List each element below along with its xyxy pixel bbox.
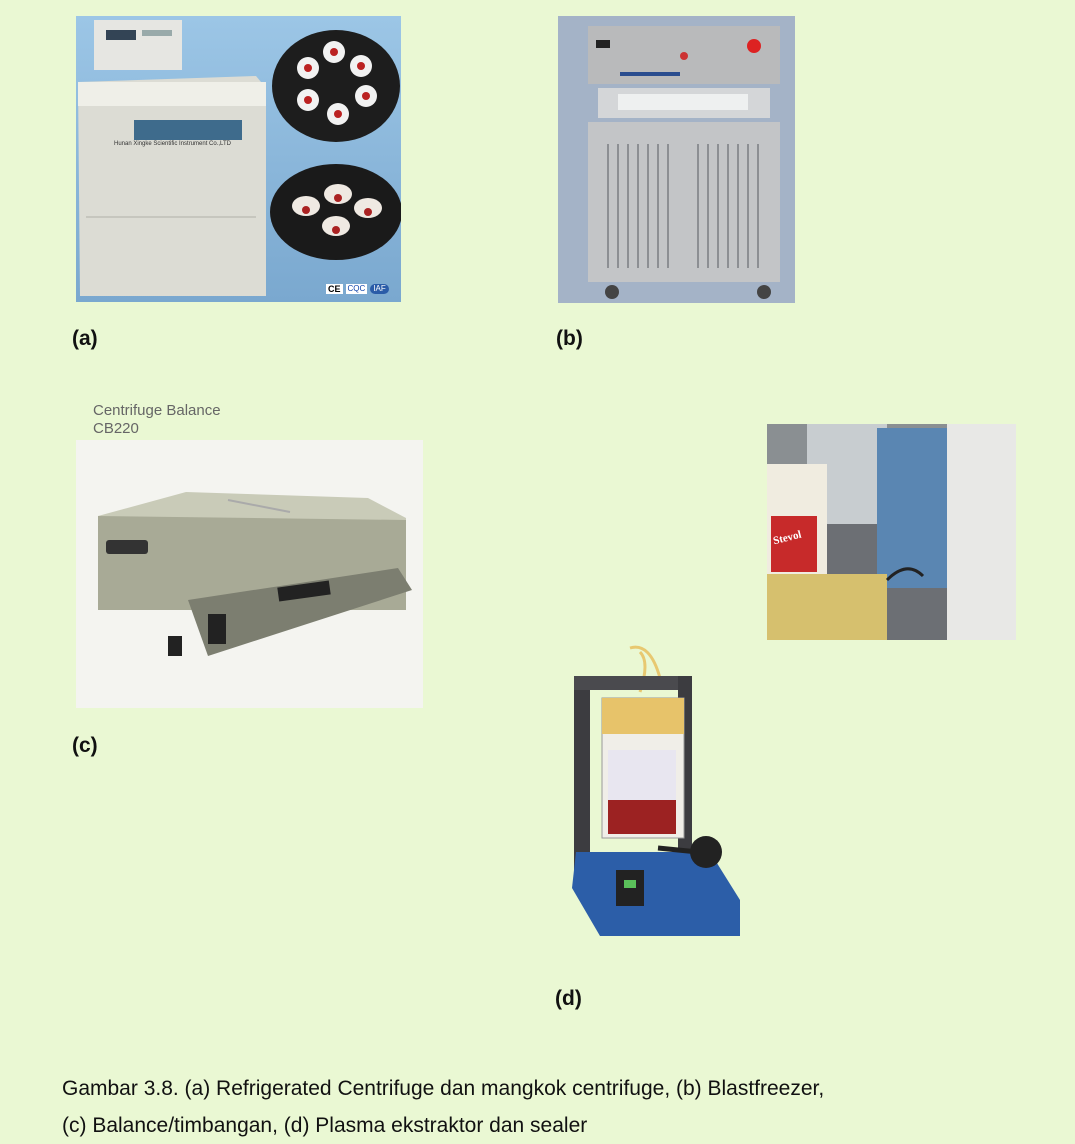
- photo-blast-freezer: [558, 16, 795, 303]
- figure-caption: [62, 1070, 1042, 1144]
- product-name-line: Centrifuge Balance: [93, 402, 221, 419]
- cqc-badge: CQC: [347, 284, 366, 293]
- ce-badge: CE: [328, 284, 341, 294]
- label-a: (a): [72, 327, 98, 350]
- label-b: (b): [556, 327, 583, 350]
- caption-line-1: Gambar 3.8. (a) Refrigerated Centrifuge dan mangkok centrifuge, (b) Blastfreezer,: [62, 1077, 825, 1100]
- caption-line-2: (c) Balance/timbangan, (d) Plasma ekstraktor dan sealer: [62, 1114, 588, 1137]
- photo-tube-sealer: [767, 424, 1016, 640]
- stevol-box-text: Stevol: [771, 528, 803, 548]
- certification-badges: [326, 284, 389, 294]
- label-c: (c): [72, 734, 98, 757]
- manufacturer-text: Hunan Xingke Scientific Instrument Co.,LTD: [114, 141, 231, 147]
- photo-refrigerated-centrifuge: [76, 16, 401, 302]
- product-name: [93, 402, 221, 438]
- product-model-line: CB220: [93, 420, 139, 437]
- photo-centrifuge-balance: [76, 440, 423, 708]
- iaf-badge: IAF: [370, 284, 388, 294]
- label-d: (d): [555, 987, 582, 1010]
- photo-plasma-extractor: [560, 640, 752, 940]
